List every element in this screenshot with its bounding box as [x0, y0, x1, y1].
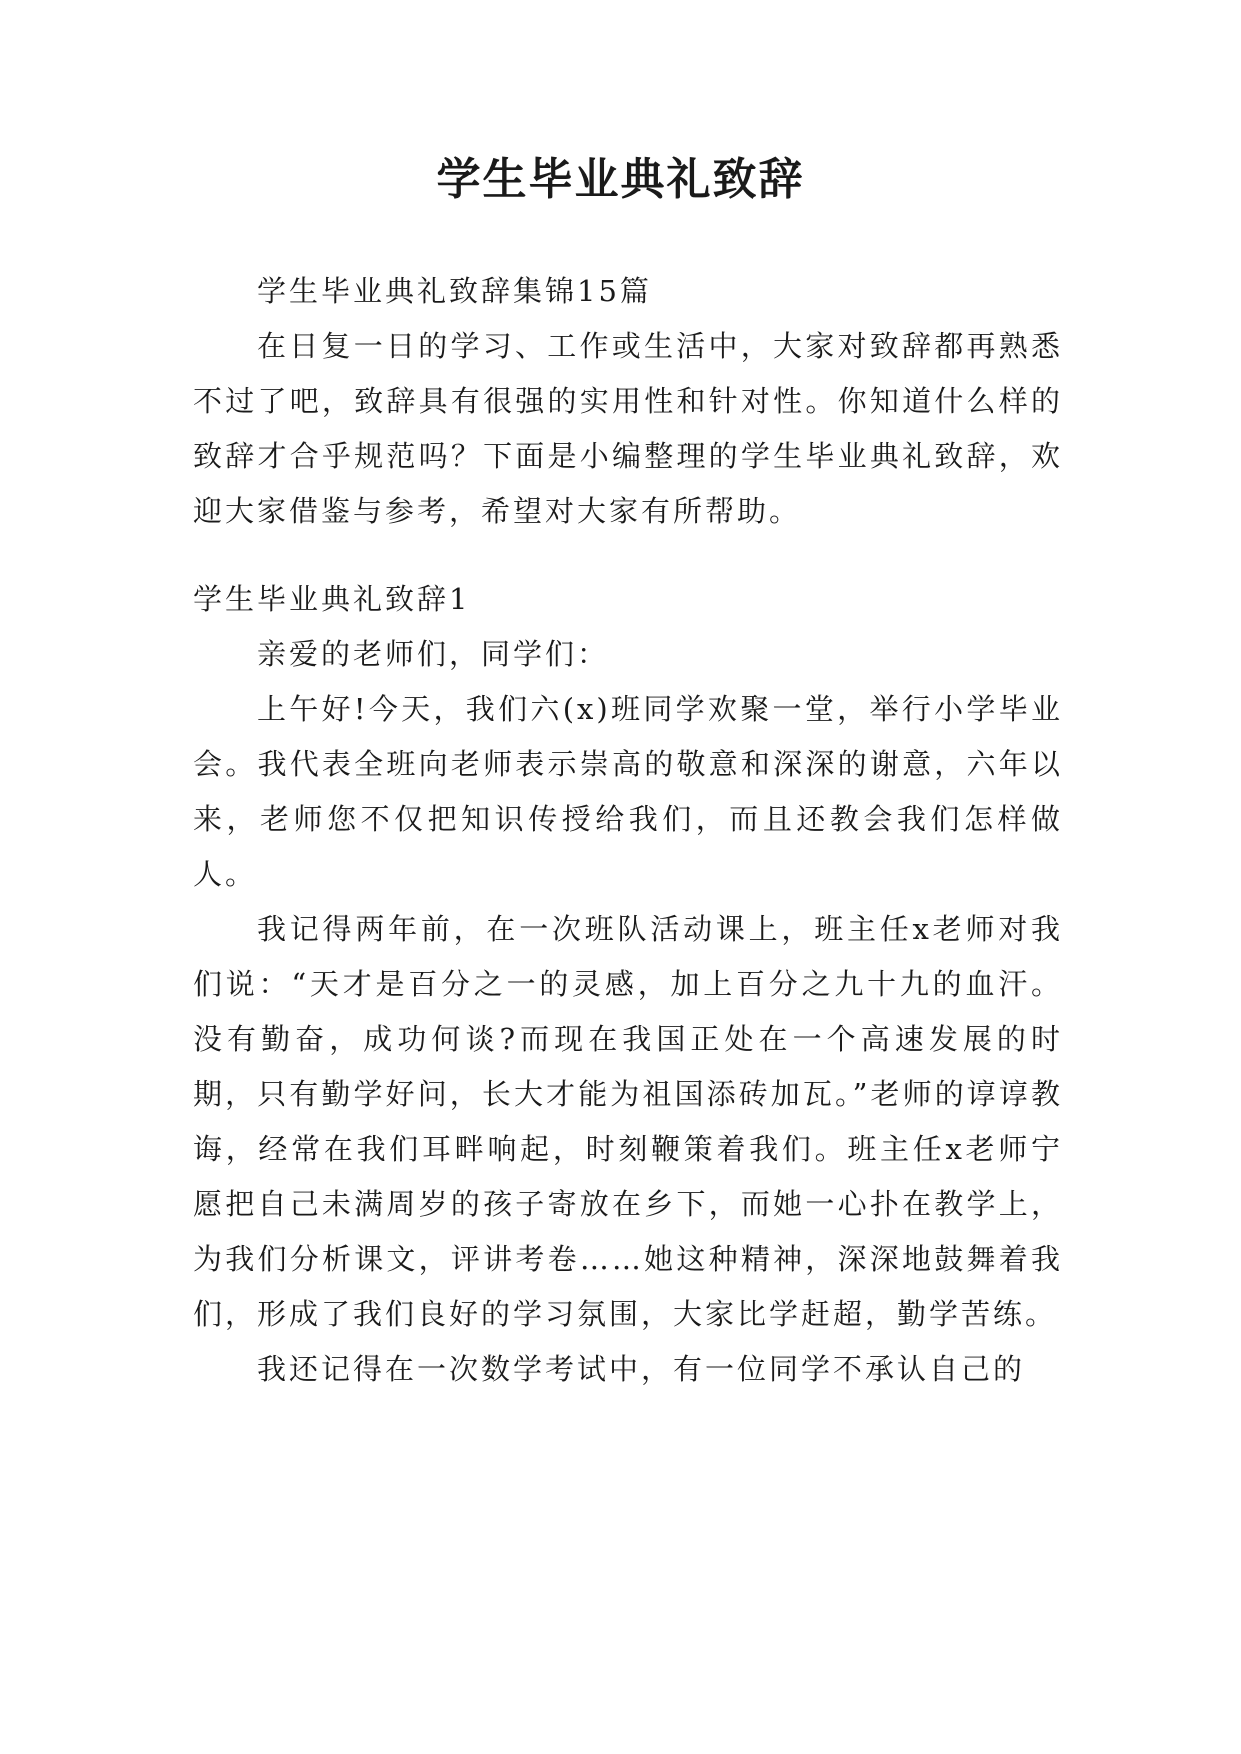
greeting-paragraph: 亲爱的老师们，同学们：: [257, 637, 610, 671]
intro-paragraph: 在日复一日的学习、工作或生活中，大家对致辞都再熟悉不过了吧，致辞具有很强的实用性和针对性。你知道什么样的致辞才合乎规范吗？下面是小编整理的学生毕业典礼致辞，欢迎大家借鉴与参考，希望对大家有所帮助。: [193, 329, 1063, 528]
body-paragraph: 我还记得在一次数学考试中，有一位同学不承认自己的: [257, 1352, 1026, 1386]
document-subtitle: 学生毕业典礼致辞集锦15篇: [257, 274, 652, 308]
body-paragraph: 我记得两年前，在一次班队活动课上，班主任x老师对我们说：“天才是百分之一的灵感，加上百分之九十九的血汗。没有勤奋，成功何谈?而现在我国正处在一个高速发展的时期，只有勤学好问，长大才能为祖国添砖加瓦。”老师的谆谆教诲，经常在我们耳畔响起，时刻鞭策着我们。班主任x老师宁愿把自己未满周岁的孩子寄放在乡下，而她一心扑在教学上，为我们分析课文，评讲考卷……她这种精神，深深地鼓舞着我们，形成了我们良好的学习氛围，大家比学赶超，勤学苦练。: [193, 912, 1063, 1331]
section-1: [193, 572, 1063, 1397]
intro-block: [193, 264, 1063, 539]
section-heading: 学生毕业典礼致辞1: [193, 582, 471, 616]
document-title: 学生毕业典礼致辞: [436, 154, 805, 205]
body-paragraph: 上午好!今天，我们六(x)班同学欢聚一堂，举行小学毕业会。我代表全班向老师表示崇高的敬意和深深的谢意，六年以来，老师您不仅把知识传授给我们，而且还教会我们怎样做人。: [193, 692, 1063, 891]
